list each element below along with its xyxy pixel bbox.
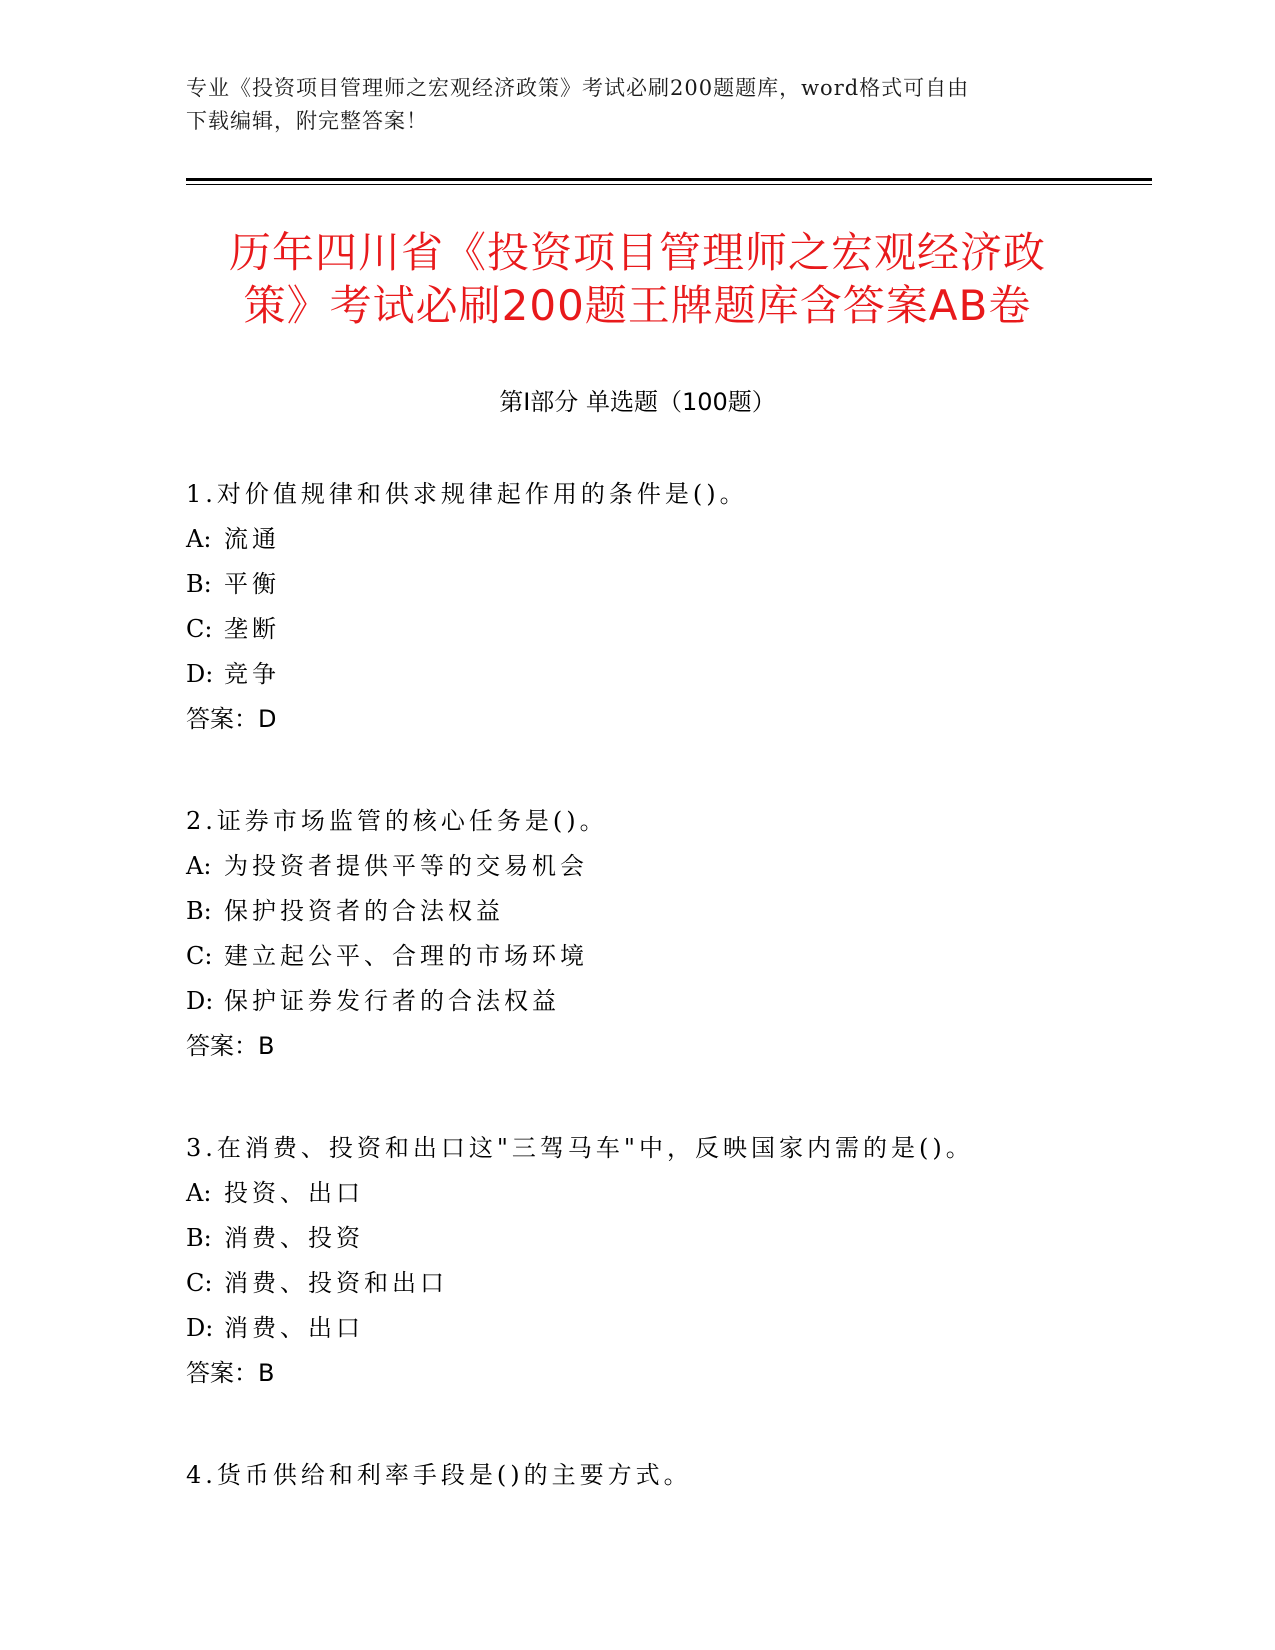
option-text: 保护证券发行者的合法权益: [224, 987, 560, 1015]
question-text: 4.货币供给和利率手段是()的主要方式。: [186, 1461, 692, 1489]
option-text: 消费、投资: [224, 1224, 364, 1252]
option-text: 消费、投资和出口: [224, 1269, 448, 1297]
option-c: [186, 1261, 1086, 1306]
title-line-2: 策》考试必刷200题王牌题库含答案AB卷: [243, 281, 1032, 330]
option-b: [186, 889, 1086, 934]
option-d: [186, 1306, 1086, 1351]
header-divider-thin: [186, 184, 1152, 185]
document-title: [150, 226, 1125, 332]
option-key: D:: [186, 1314, 214, 1342]
option-key: A:: [186, 1179, 212, 1207]
question-text: 1.对价值规律和供求规律起作用的条件是()。: [186, 480, 748, 508]
title-line-1: 历年四川省《投资项目管理师之宏观经济政: [228, 228, 1046, 277]
option-key: B:: [186, 570, 212, 598]
option-key: C:: [186, 1269, 213, 1297]
option-c: [186, 607, 1086, 652]
option-a: [186, 1171, 1086, 1216]
header-divider-thick: [186, 178, 1152, 181]
option-d: [186, 652, 1086, 697]
option-d: [186, 979, 1086, 1024]
option-key: C:: [186, 942, 213, 970]
option-b: [186, 1216, 1086, 1261]
option-key: B:: [186, 1224, 212, 1252]
option-text: 垄断: [224, 615, 280, 643]
question-text: 2.证券市场监管的核心任务是()。: [186, 807, 608, 835]
answer-value: B: [258, 1359, 275, 1387]
option-text: 平衡: [224, 570, 280, 598]
option-text: 消费、出口: [224, 1314, 364, 1342]
answer-line: [186, 697, 1086, 742]
option-key: C:: [186, 615, 213, 643]
option-text: 竞争: [224, 660, 280, 688]
option-key: D:: [186, 987, 214, 1015]
option-text: 保护投资者的合法权益: [224, 897, 504, 925]
answer-label: 答案：: [186, 1032, 258, 1060]
question-2: [186, 799, 1086, 1069]
option-c: [186, 934, 1086, 979]
option-a: [186, 844, 1086, 889]
section-title: 第Ⅰ部分 单选题（100题）: [499, 388, 776, 416]
question-list: [186, 472, 1086, 1555]
answer-line: [186, 1351, 1086, 1396]
option-b: [186, 562, 1086, 607]
option-text: 建立起公平、合理的市场环境: [224, 942, 588, 970]
document-header: [186, 72, 1086, 138]
option-a: [186, 517, 1086, 562]
question-4: [186, 1453, 1086, 1498]
question-1: [186, 472, 1086, 742]
answer-value: B: [258, 1032, 275, 1060]
option-key: A:: [186, 852, 212, 880]
option-key: B:: [186, 897, 212, 925]
answer-line: [186, 1024, 1086, 1069]
answer-label: 答案：: [186, 705, 258, 733]
option-text: 流通: [224, 525, 280, 553]
header-line-2: 下载编辑，附完整答案！: [186, 109, 428, 133]
question-text: 3.在消费、投资和出口这"三驾马车"中，反映国家内需的是()。: [186, 1134, 974, 1162]
answer-value: D: [258, 705, 277, 733]
option-text: 投资、出口: [224, 1179, 364, 1207]
option-key: A:: [186, 525, 212, 553]
option-text: 为投资者提供平等的交易机会: [224, 852, 588, 880]
answer-label: 答案：: [186, 1359, 258, 1387]
question-3: [186, 1126, 1086, 1396]
option-key: D:: [186, 660, 214, 688]
header-line-1: 专业《投资项目管理师之宏观经济政策》考试必刷200题题库，word格式可自由: [186, 76, 970, 100]
